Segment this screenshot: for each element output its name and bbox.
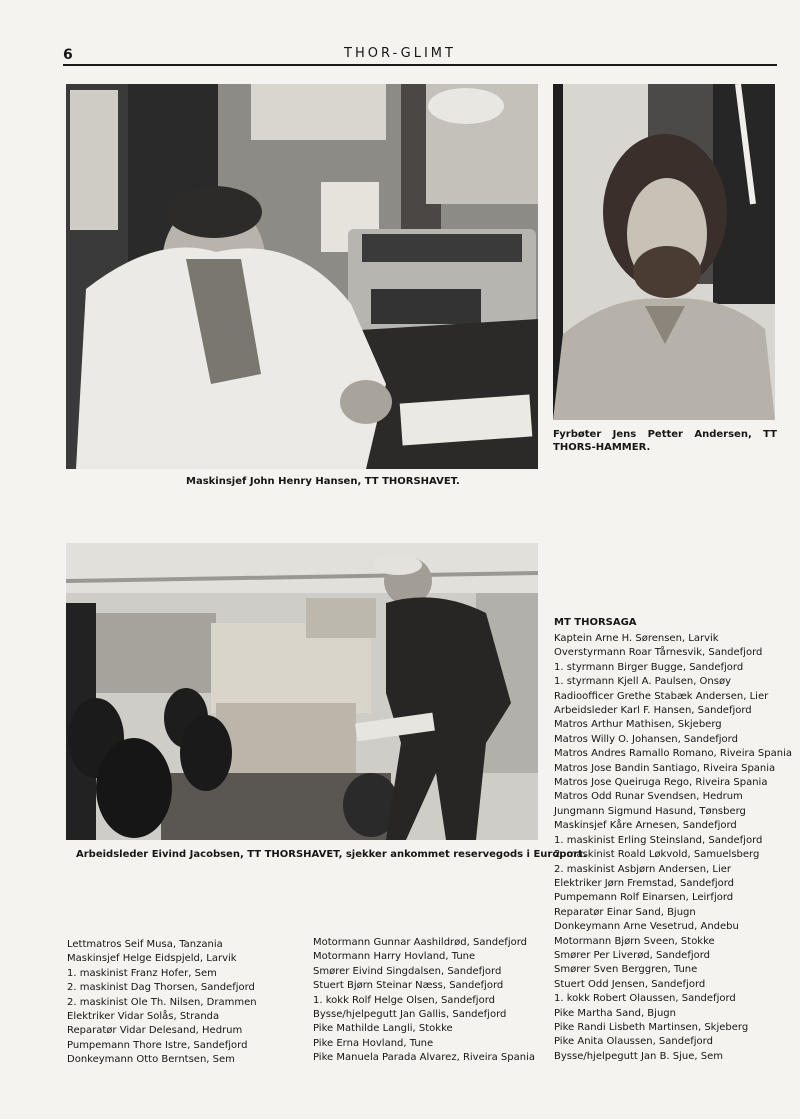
caption-stoker: Fyrbøter Jens Petter Andersen, TT THORS-HAMMER.: [553, 429, 777, 453]
list-item: Reparatør Vidar Delesand, Hedrum: [67, 1025, 243, 1037]
list-item: Maskinsjef Kåre Arnesen, Sandefjord: [554, 820, 737, 832]
list-item: Bysse/hjelpegutt Jan Gallis, Sandefjord: [313, 1009, 507, 1021]
page-number: 6: [63, 47, 73, 63]
list-item: Overstyrmann Roar Tårnesvik, Sandefjord: [554, 647, 763, 659]
list-item: Elektriker Vidar Solås, Stranda: [67, 1011, 220, 1023]
list-item: Reparatør Einar Sand, Bjugn: [554, 906, 696, 918]
list-item: 2. maskinist Roald Løkvold, Samuelsberg: [554, 849, 760, 861]
list-item: Jungmann Sigmund Hasund, Tønsberg: [554, 805, 746, 817]
crew-list-middle: [313, 936, 535, 1066]
list-item: Matros Arthur Mathisen, Skjeberg: [554, 719, 722, 731]
list-item: Pike Martha Sand, Bjugn: [554, 1007, 676, 1019]
list-item: 1. maskinist Franz Hofer, Sem: [67, 967, 217, 979]
list-item: Pumpemann Thore Istre, Sandefjord: [67, 1039, 248, 1051]
photo-foreman-checking-parts: [66, 543, 538, 840]
list-item: Pike Erna Hovland, Tune: [313, 1037, 434, 1049]
list-item: 2. maskinist Asbjørn Andersen, Lier: [554, 863, 732, 875]
list-item: Matros Jose Bandin Santiago, Riveira Spania: [554, 762, 776, 774]
list-item: Arbeidsleder Karl F. Hansen, Sandefjord: [554, 705, 752, 717]
list-item: Donkeymann Otto Berntsen, Sem: [67, 1054, 235, 1066]
list-item: Elektriker Jørn Fremstad, Sandefjord: [554, 877, 735, 889]
list-item: Pike Randi Lisbeth Martinsen, Skjeberg: [554, 1021, 749, 1033]
list-item: Smører Per Liverød, Sandefjord: [554, 949, 711, 961]
thorsaga-crew-list: [554, 632, 792, 1064]
list-item: Radioofficer Grethe Stabæk Andersen, Lier: [554, 690, 769, 702]
list-item: Maskinsjef Helge Eidspjeld, Larvik: [67, 953, 237, 965]
list-item: Bysse/hjelpegutt Jan B. Sjue, Sem: [554, 1050, 723, 1062]
list-item: Donkeymann Arne Vesetrud, Andebu: [554, 921, 739, 933]
list-item: Pike Manuela Parada Alvarez, Riveira Spania: [313, 1052, 536, 1064]
list-item: 1. kokk Rolf Helge Olsen, Sandefjord: [313, 994, 495, 1006]
list-item: Pumpemann Rolf Einarsen, Leirfjord: [554, 892, 734, 904]
list-item: 1. maskinist Erling Steinsland, Sandefjord: [554, 834, 763, 846]
list-item: 2. maskinist Ole Th. Nilsen, Drammen: [67, 996, 257, 1008]
list-item: 1. kokk Robert Olaussen, Sandefjord: [554, 993, 736, 1005]
thorsaga-crew-heading: MT THORSAGA: [554, 617, 637, 628]
crew-list-left: [67, 938, 257, 1068]
photo-stoker-portrait: [553, 84, 775, 420]
list-item: Matros Odd Runar Svendsen, Hedrum: [554, 791, 743, 803]
list-item: Pike Anita Olaussen, Sandefjord: [554, 1036, 713, 1048]
list-item: Stuert Bjørn Steinar Næss, Sandefjord: [313, 980, 504, 992]
list-item: Smører Sven Berggren, Tune: [554, 964, 698, 976]
caption-foreman: Arbeidsleder Eivind Jacobsen, TT THORSHAVET, sjekker ankommet reservegods i Europort.: [76, 849, 587, 860]
list-item: Kaptein Arne H. Sørensen, Larvik: [554, 633, 719, 644]
header-rule: [63, 64, 777, 66]
list-item: Motormann Harry Hovland, Tune: [313, 951, 476, 963]
caption-engineer: Maskinsjef John Henry Hansen, TT THORSHAVET.: [186, 476, 460, 487]
list-item: Lettmatros Seif Musa, Tanzania: [67, 939, 223, 950]
list-item: Matros Andres Ramallo Romano, Riveira Spania: [554, 748, 792, 760]
list-item: Matros Willy O. Johansen, Sandefjord: [554, 733, 738, 745]
list-item: Motormann Gunnar Aashildrød, Sandefjord: [313, 937, 527, 948]
list-item: 2. maskinist Dag Thorsen, Sandefjord: [67, 982, 255, 994]
list-item: Pike Mathilde Langli, Stokke: [313, 1023, 453, 1035]
list-item: 1. styrmann Kjell A. Paulsen, Onsøy: [554, 676, 732, 688]
list-item: Smører Eivind Singdalsen, Sandefjord: [313, 965, 502, 977]
list-item: 1. styrmann Birger Bugge, Sandefjord: [554, 661, 744, 673]
photo-engineer-at-typewriter: [66, 84, 538, 469]
publication-title: THOR-GLIMT: [344, 46, 456, 61]
list-item: Matros Jose Queiruga Rego, Riveira Spania: [554, 777, 768, 789]
list-item: Stuert Odd Jensen, Sandefjord: [554, 978, 706, 990]
list-item: Motormann Bjørn Sveen, Stokke: [554, 935, 715, 947]
